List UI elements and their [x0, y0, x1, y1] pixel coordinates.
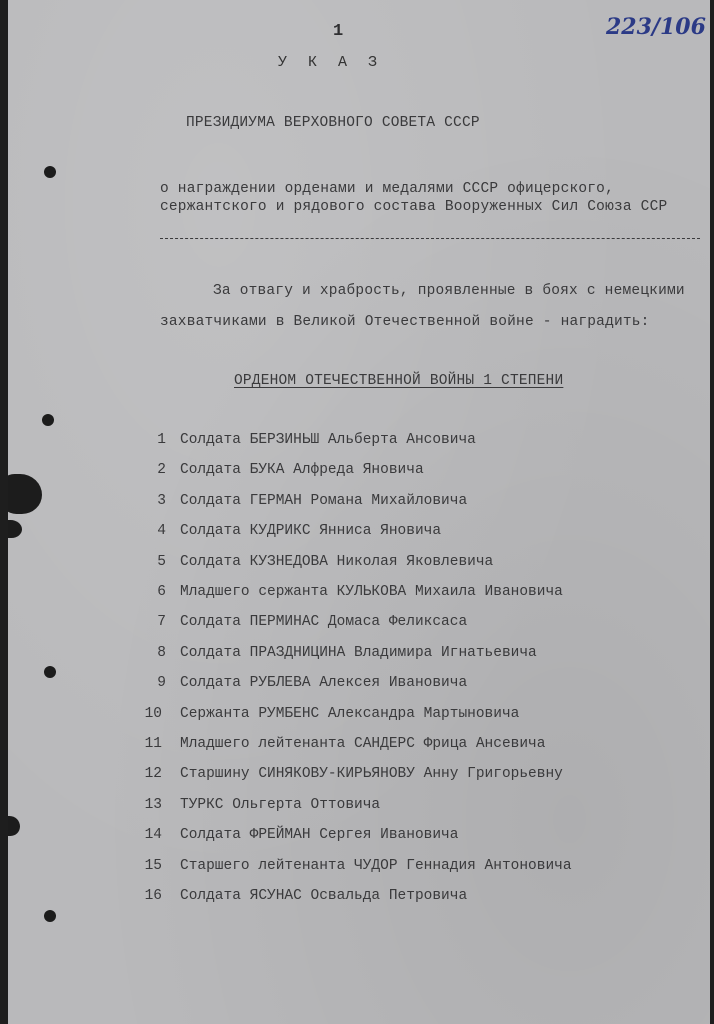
list-item	[8, 858, 710, 880]
list-item-name: Солдата ПЕРМИНАС Домаса Феликсаса	[180, 614, 468, 630]
list-item-number: 7	[157, 614, 166, 630]
list-item	[8, 462, 710, 484]
list-item-number: 9	[157, 675, 166, 691]
subject-line-2: сержантского и рядового состава Вооруженных Сил Союза ССР	[160, 199, 668, 215]
list-item-number: 3	[157, 493, 166, 509]
list-item-name: Солдата БЕРЗИНЬШ Альберта Ансовича	[180, 432, 476, 448]
document-page	[8, 0, 710, 1024]
list-item	[8, 554, 710, 576]
list-item	[8, 675, 710, 697]
list-item	[8, 888, 710, 910]
list-item	[8, 584, 710, 606]
list-item-name: Солдата КУДРИКС Янниса Яновича	[180, 523, 442, 539]
list-item-number: 11	[144, 736, 162, 752]
list-item-number: 6	[157, 584, 166, 600]
list-item	[8, 827, 710, 849]
list-item-number: 10	[144, 706, 162, 722]
list-item-name: Солдата БУКА Алфреда Яновича	[180, 462, 424, 478]
list-item-name: Солдата КУЗНЕДОВА Николая Яковлевича	[180, 554, 494, 570]
intro-line-1: За отвагу и храбрость, проявленные в боях с немецкими	[213, 283, 685, 299]
list-item	[8, 645, 710, 667]
document-title: У К А З	[278, 54, 384, 71]
list-item-number: 4	[157, 523, 166, 539]
order-heading: ОРДЕНОМ ОТЕЧЕСТВЕННОЙ ВОЙНЫ 1 СТЕПЕНИ	[234, 373, 564, 389]
list-item	[8, 766, 710, 788]
page-number: 1	[333, 22, 344, 41]
list-item-number: 13	[144, 797, 162, 813]
subject-line-1: о награждении орденами и медалями СССР офицерского,	[160, 181, 614, 197]
list-item-name: Сержанта РУМБЕНС Александра Мартыновича	[180, 706, 520, 722]
list-item	[8, 736, 710, 758]
list-item	[8, 614, 710, 636]
list-item	[8, 706, 710, 728]
list-item-name: Младшего сержанта КУЛЬКОВА Михаила Ивановича	[180, 584, 563, 600]
list-item-number: 2	[157, 462, 166, 478]
list-item-name: Солдата РУБЛЕВА Алексея Ивановича	[180, 675, 468, 691]
list-item-number: 12	[144, 766, 162, 782]
list-item-number: 8	[157, 645, 166, 661]
list-item-name: Солдата ЯСУНАС Освальда Петровича	[180, 888, 468, 904]
punch-hole	[44, 166, 56, 178]
list-item-number: 15	[144, 858, 162, 874]
list-item-number: 16	[144, 888, 162, 904]
list-item-name: Солдата ПРАЗДНИЦИНА Владимира Игнатьевича	[180, 645, 537, 661]
divider-line	[160, 238, 700, 239]
list-item-name: Солдата ФРЕЙМАН Сергея Ивановича	[180, 827, 459, 843]
list-item	[8, 523, 710, 545]
list-item-name: ТУРКС Ольгерта Оттовича	[180, 797, 381, 813]
list-item-name: Солдата ГЕРМАН Романа Михайловича	[180, 493, 468, 509]
list-item	[8, 432, 710, 454]
issuing-body: ПРЕЗИДИУМА ВЕРХОВНОГО СОВЕТА СССР	[186, 115, 480, 131]
archive-number: 223/106	[606, 14, 706, 40]
list-item-name: Старшину СИНЯКОВУ-КИРЬЯНОВУ Анну Григорьевну	[180, 766, 563, 782]
list-item-name: Младшего лейтенанта САНДЕРС Фрица Ансевича	[180, 736, 546, 752]
list-item-number: 14	[144, 827, 162, 843]
list-item	[8, 797, 710, 819]
list-item-number: 1	[157, 432, 166, 448]
intro-line-2: захватчиками в Великой Отечественной войне - наградить:	[160, 314, 650, 330]
punch-hole	[42, 414, 54, 426]
list-item-name: Старшего лейтенанта ЧУДОР Геннадия Антоновича	[180, 858, 572, 874]
punch-hole	[44, 910, 56, 922]
list-item-number: 5	[157, 554, 166, 570]
list-item	[8, 493, 710, 515]
